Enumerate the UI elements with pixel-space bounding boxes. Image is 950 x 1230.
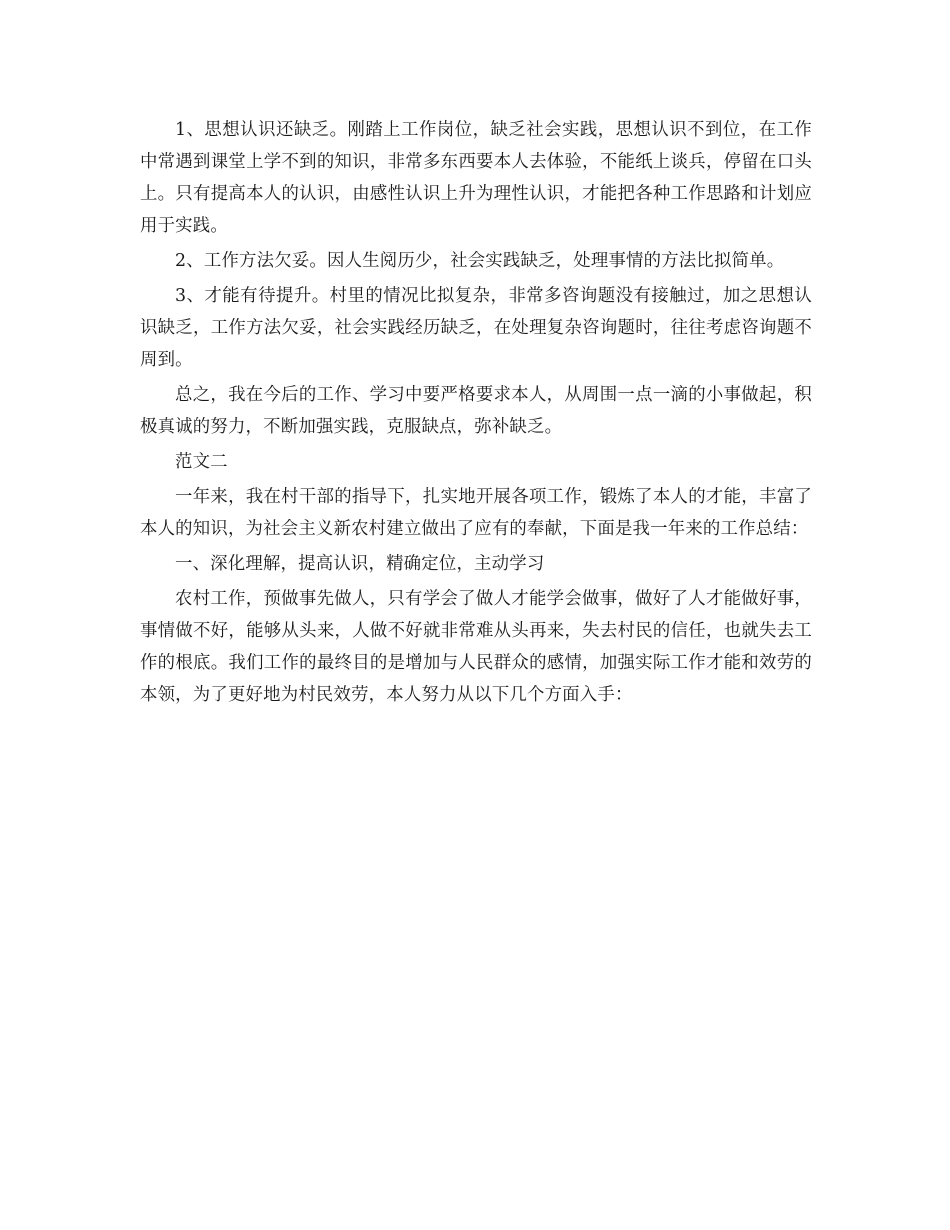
paragraph-work-method: 2、工作方法欠妥。因人生阅历少，社会实践缺乏，处理事情的方法比拟简单。 (175, 251, 785, 271)
paragraph-ability: 3、才能有待提升。村里的情况比拟复杂，非常多咨询题没有接触过，加之思想认识缺乏，工作方法欠妥，社会实践经历缺乏，在处理复杂咨询题时，往往考虑咨询题不周到。 (140, 286, 812, 370)
paragraph-year-summary-intro: 一年来，我在村干部的指导下，扎实地开展各项工作，锻炼了本人的才能，丰富了本人的知识，为社会主义新农村建立做出了应有的奉献，下面是我一年来的工作总结： (140, 487, 812, 539)
paragraph-rural-work: 农村工作，预做事先做人，只有学会了做人才能学会做事，做好了人才能做好事，事情做不好，能够从头来，人做不好就非常难从头再来，失去村民的信任，也就失去工作的根底。我们工作的最终目的是增加与人民群众的感情，加强实际工作才能和效劳的本领，为了更好地为村民效劳，本人努力从以下几个方面入手： (140, 589, 812, 705)
paragraph-conclusion: 总之，我在今后的工作、学习中要严格要求本人，从周围一点一滴的小事做起，积极真诚的努力，不断加强实践，克服缺点，弥补缺乏。 (140, 385, 812, 437)
section-heading-one: 一、深化理解，提高认识，精确定位，主动学习 (175, 554, 545, 574)
section-title-sample-two: 范文二 (175, 452, 228, 472)
document-body (140, 114, 812, 714)
paragraph-thinking-awareness: 1、思想认识还缺乏。刚踏上工作岗位，缺乏社会实践，思想认识不到位，在工作中常遇到课堂上学不到的知识，非常多东西要本人去体验，不能纸上谈兵，停留在口头上。只有提高本人的认识，由感性认识上升为理性认识，才能把各种工作思路和计划应用于实践。 (140, 120, 812, 236)
